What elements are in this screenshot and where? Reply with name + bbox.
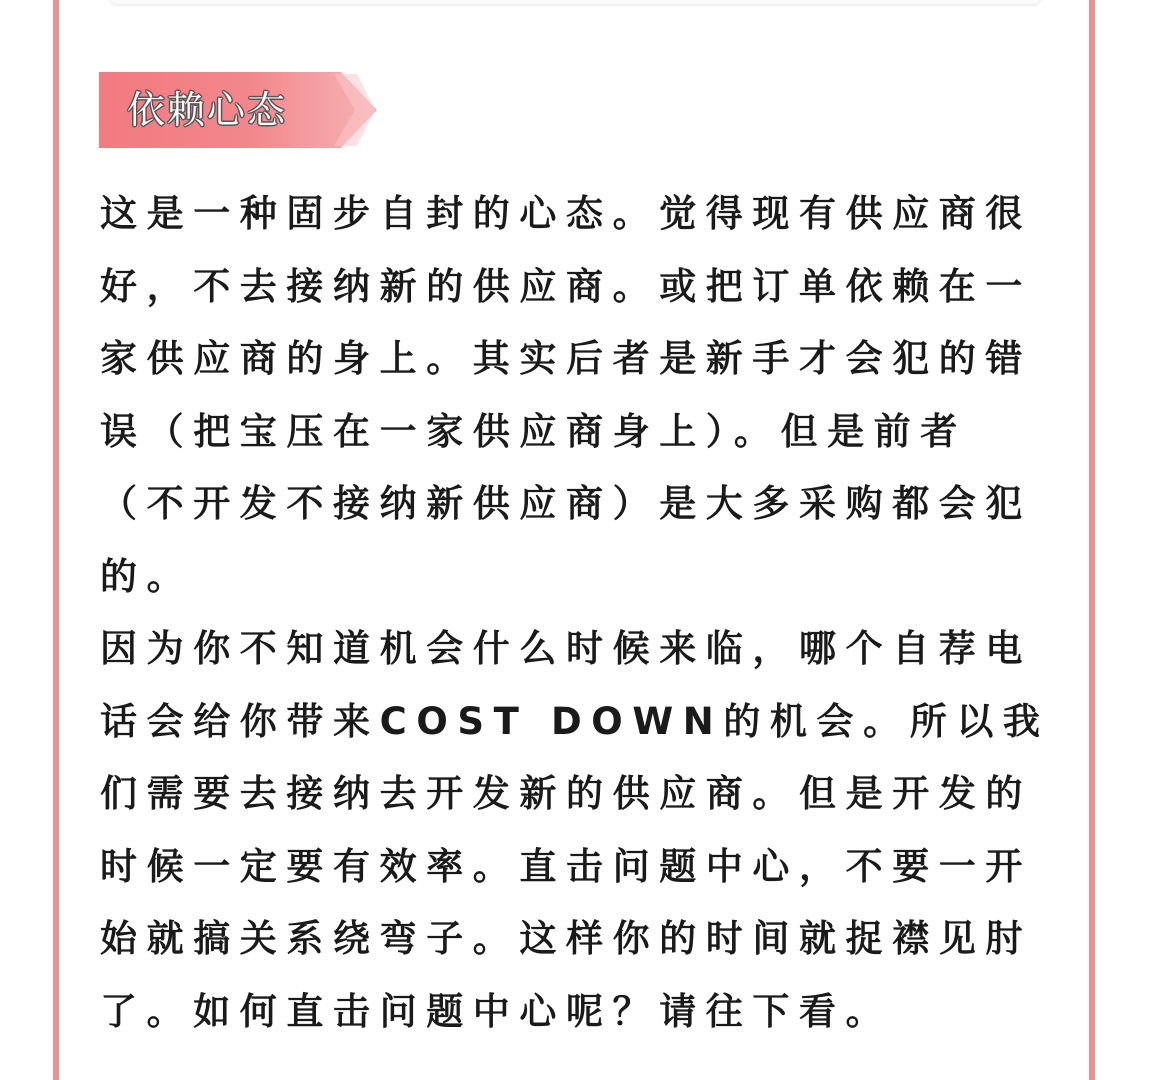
paragraph-1: 这是一种固步自封的心态。觉得现有供应商很好，不去接纳新的供应商。或把订单依赖在一家供应商的身上。其实后者是新手才会犯的错误（把宝压在一家供应商身上）。但是前者（不开发不接纳新供应商）是大多采购都会犯的。	[100, 192, 1032, 598]
paragraph-2: 因为你不知道机会什么时候来临，哪个自荐电话会给你带来COST DOWN的机会。所以我们需要去接纳去开发新的供应商。但是开发的时候一定要有效率。直击问题中心，不要一开始就搞关系绕弯子。这样你的时间就捉襟见肘了。如何直击问题中心呢？请往下看。	[100, 627, 1050, 1033]
previous-card-edge	[108, 0, 1042, 4]
right-border	[1089, 0, 1095, 1080]
section-heading-tag	[99, 72, 379, 148]
left-border	[53, 0, 59, 1080]
section-title: 依赖心态	[127, 88, 288, 132]
article-body	[100, 178, 1060, 1048]
